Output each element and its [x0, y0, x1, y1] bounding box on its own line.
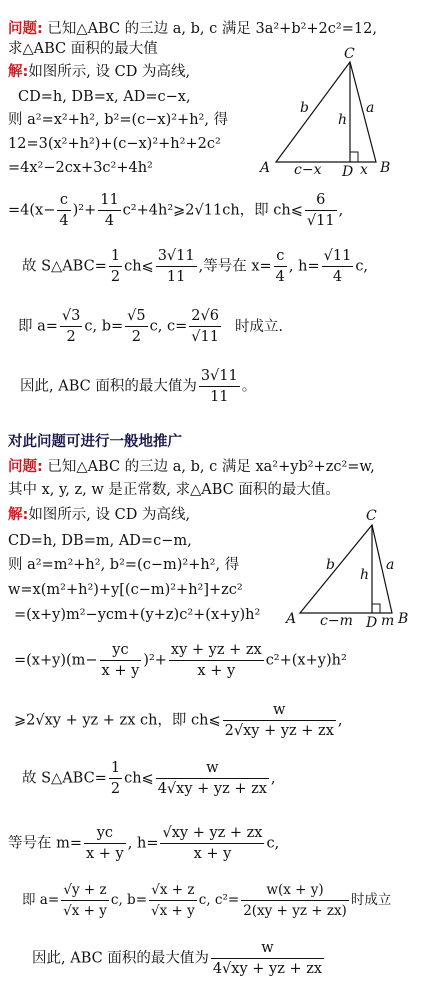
text-seg: 。: [241, 378, 257, 395]
problem2-line2: 其中 x, y, z, w 是正常数, 求△ABC 面积的最大值。: [8, 482, 340, 498]
problem1-text: 已知△ABC 的三边 a, b, c 满足 3a²+b²+2c²=12,: [47, 21, 377, 37]
generalization-heading: 对此问题可进行一般地推广: [8, 434, 182, 450]
solution2-line4: w=x(m²+h²)+y[(c−m)²+h²]+zc²: [8, 582, 243, 598]
solution2-line2: CD=h, DB=m, AD=c−m,: [8, 533, 192, 549]
fig1-label-x: x: [360, 162, 368, 178]
fig2-label-a-side: a: [386, 557, 395, 573]
solution1-line4: 12=3(x²+h²)+(c−x)²+h²+2c²: [8, 136, 221, 152]
fig1-label-a-side: a: [366, 100, 375, 116]
solution1-line9: [20, 366, 256, 407]
fig2-label-cm: c−m: [320, 613, 353, 629]
text-seg: ,: [338, 202, 344, 219]
solution2-line8: [22, 758, 276, 799]
fraction: [241, 880, 349, 921]
fraction: [156, 246, 197, 287]
problem1-line2: 求△ABC 面积的最大值: [8, 41, 158, 57]
fraction: [156, 758, 269, 799]
text-seg: 故 S△ABC=: [22, 258, 107, 275]
frac-num: w(x + y): [241, 880, 349, 901]
frac-den: x + y: [86, 846, 124, 862]
solution2-line1: [8, 506, 190, 524]
text-seg: c, c²=: [198, 892, 240, 908]
solution2-line5: =(x+y)m²−ycm+(y+z)c²+(x+y)h²: [14, 607, 261, 623]
problem1-label: 问题:: [8, 21, 43, 37]
frac-num: √xy + yz + zx: [160, 823, 264, 844]
right-angle-mark-2: [372, 604, 380, 613]
text-seg: 时成立.: [234, 318, 284, 335]
frac-den: √x + y: [63, 903, 107, 919]
frac-num: c: [274, 246, 287, 267]
solution1-line3: 则 a²=x²+h², b²=(c−x)²+h², 得: [8, 112, 229, 128]
fig1-label-cx: c−x: [294, 162, 322, 178]
frac-num: √x + z: [149, 880, 197, 901]
frac-den: x + y: [197, 663, 236, 679]
fraction: [61, 880, 109, 921]
frac-den: x + y: [193, 846, 232, 862]
frac-den: 11: [166, 269, 186, 285]
text-seg: ch⩽: [124, 770, 154, 787]
fraction: [100, 640, 142, 681]
solution1-label: 解:: [8, 64, 29, 80]
frac-den: 4: [332, 269, 343, 285]
solution2-line10: [22, 880, 391, 921]
fraction: [274, 246, 287, 287]
text-seg: ,: [337, 712, 343, 729]
frac-num: xy + yz + zx: [169, 640, 264, 661]
fig1-label-b-side: b: [300, 100, 309, 116]
frac-num: 1: [109, 246, 122, 267]
frac-num: w: [211, 938, 324, 959]
frac-den: √11: [306, 213, 335, 229]
triangle-figure-2: [282, 505, 448, 633]
frac-den: 4: [275, 269, 285, 285]
frac-num: 11: [98, 190, 120, 211]
frac-den: 2: [131, 329, 141, 345]
fraction: [211, 938, 324, 979]
frac-num: 3√11: [199, 366, 240, 387]
fig2-label-b-side: b: [326, 557, 335, 573]
fraction: [189, 306, 221, 347]
fig1-label-b-vertex: B: [380, 160, 391, 176]
text-seg: ⩾2√xy + yz + zx ch，即 ch⩽: [14, 712, 221, 729]
fraction: [84, 823, 126, 864]
text-seg: c, c=: [149, 318, 188, 335]
text-seg: 即 a=: [22, 892, 60, 908]
triangle-abc-2: [300, 525, 395, 613]
solution1-line1: [8, 63, 190, 81]
frac-num: w: [223, 700, 336, 721]
frac-num: 3√11: [156, 246, 197, 267]
solution2-line3: 则 a²=m²+h², b²=(c−m)²+h², 得: [8, 557, 240, 573]
solution1-line8: [18, 306, 283, 347]
frac-num: √11: [322, 246, 354, 267]
fig2-label-b-vertex: B: [398, 611, 409, 627]
fig1-label-c: C: [344, 46, 355, 62]
text-seg: =(x+y)(m−: [14, 652, 98, 669]
fig1-label-h: h: [338, 112, 348, 128]
solution1-text: 如图所示, 设 CD 为高线,: [28, 64, 191, 80]
fraction: [149, 880, 197, 921]
frac-num: √y + z: [61, 880, 109, 901]
text-seg: c, b=: [110, 892, 148, 908]
fig2-label-c: C: [366, 508, 377, 524]
problem2-text: 已知△ABC 的三边 a, b, c 满足 xa²+yb²+zc²=w,: [47, 459, 375, 475]
fraction: [98, 190, 120, 231]
text-seg: c,: [266, 835, 280, 852]
solution2-label: 解:: [8, 507, 29, 523]
frac-num: w: [156, 758, 269, 779]
text-seg: 因此, ABC 面积的最大值为: [20, 378, 197, 395]
solution2-line11: [32, 938, 326, 979]
problem2-line1: [8, 458, 375, 476]
text-seg: c²+4h²⩾2√11ch，即 ch⩽: [122, 202, 303, 219]
text-seg: , h=: [127, 835, 159, 852]
text-seg: =4(x−: [8, 202, 56, 219]
fig2-label-d: D: [366, 615, 378, 631]
frac-den: √x + y: [151, 903, 195, 919]
text-seg: 即 a=: [18, 318, 58, 335]
text-seg: c²+(x+y)h²: [265, 652, 347, 669]
text-seg: 因此, ABC 面积的最大值为: [32, 950, 209, 967]
text-seg: ,: [270, 770, 276, 787]
solution2-text: 如图所示, 设 CD 为高线,: [28, 507, 191, 523]
solution1-line2: CD=h, DB=x, AD=c−x,: [18, 89, 191, 105]
fig2-label-h: h: [360, 567, 370, 583]
triangle-abc-1: [276, 62, 376, 162]
text-seg: , h=: [288, 258, 320, 275]
frac-den: 4: [104, 213, 115, 229]
text-seg: )²+: [72, 202, 97, 219]
text-seg: c, b=: [84, 318, 124, 335]
frac-num: 2√6: [189, 306, 221, 327]
text-seg: 时成立: [350, 892, 392, 908]
solution1-line6: [8, 190, 343, 231]
solution2-line7: [14, 700, 342, 741]
solution2-line6: [14, 640, 347, 681]
frac-den: √11: [191, 329, 219, 345]
frac-den: 2: [66, 329, 76, 345]
frac-den: 2√xy + yz + zx: [224, 723, 334, 739]
fraction: [199, 366, 240, 407]
fraction: [57, 190, 70, 231]
fraction: [322, 246, 354, 287]
frac-num: 1: [109, 758, 122, 779]
text-seg: ,等号在 x=: [198, 258, 272, 275]
solution1-line7: [22, 246, 368, 287]
frac-den: x + y: [101, 663, 140, 679]
text-seg: c,: [355, 258, 369, 275]
fraction: [160, 823, 264, 864]
frac-den: 4: [59, 213, 69, 229]
problem1-line1: [8, 20, 377, 38]
fraction: [223, 700, 336, 741]
fraction: [109, 246, 122, 287]
fraction: [169, 640, 264, 681]
frac-den: 11: [210, 389, 229, 405]
fraction: [109, 758, 122, 799]
text-seg: 等号在 m=: [8, 835, 83, 852]
frac-den: 4√xy + yz + zx: [212, 961, 323, 977]
frac-num: √5: [125, 306, 147, 327]
text-seg: )²+: [143, 652, 167, 669]
frac-num: c: [57, 190, 70, 211]
triangle-figure-1: [252, 40, 448, 180]
solution2-line9: [8, 823, 279, 864]
fig1-label-a-vertex: A: [260, 160, 271, 176]
frac-num: yc: [84, 823, 126, 844]
fraction: [305, 190, 337, 231]
solution1-line5: =4x²−2cx+3c²+4h²: [8, 160, 153, 176]
frac-num: yc: [100, 640, 142, 661]
frac-num: √3: [60, 306, 82, 327]
problem2-label: 问题:: [8, 459, 43, 475]
text-seg: ch⩽: [124, 258, 154, 275]
frac-den: 2: [110, 269, 121, 285]
fig2-label-m: m: [381, 613, 395, 629]
frac-num: 6: [305, 190, 337, 211]
fraction: [60, 306, 82, 347]
frac-den: 4√xy + yz + zx: [157, 781, 267, 797]
frac-den: 2(xy + yz + zx): [243, 903, 347, 919]
right-angle-mark-1: [350, 152, 358, 162]
frac-den: 2: [110, 781, 121, 797]
fraction: [125, 306, 147, 347]
text-seg: 故 S△ABC=: [22, 770, 107, 787]
fig2-label-a-vertex: A: [286, 611, 297, 627]
fig1-label-d: D: [342, 164, 354, 180]
